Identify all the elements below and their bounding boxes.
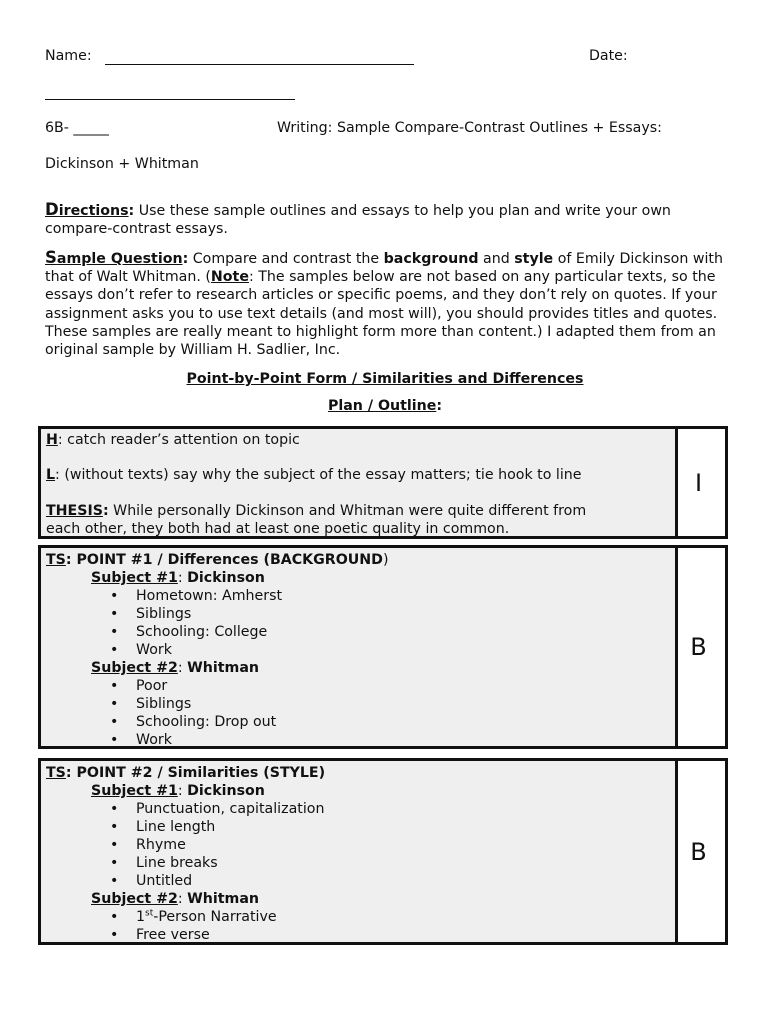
- note-label: Note: [210, 269, 249, 286]
- list-item: • 1st-Person Narrative: [136, 908, 277, 926]
- lead-line: L: (without texts) say why the subject of the essay matters; tie hook to line: [46, 467, 582, 483]
- list-item: • Rhyme: [136, 836, 186, 854]
- body2-content-cell: [41, 761, 678, 942]
- list-item: • Punctuation, capitalization: [136, 800, 324, 818]
- form-heading: Point-by-Point Form / Similarities and Differences: [186, 371, 584, 387]
- list-item: • Work: [136, 641, 172, 659]
- list-item: • Line breaks: [136, 854, 218, 872]
- class-blank: _____: [73, 120, 109, 136]
- body1-subject1-heading: Subject #1: Dickinson: [91, 570, 265, 586]
- list-item: • Siblings: [136, 605, 191, 623]
- sample-question-paragraph: Sample Question: Compare and contrast the background and style of Emily Dickinson with that of Walt Whitman. (Note: The samples below are not based on any particular texts, so the essays don’t refer to research articles or specific poems, and they don’t rely on quotes. If your assignment asks you to use text details (and most will), you should provides titles and quotes. These samples are really meant to highlight form more than content.) I adapted them from an original sample by William H. Sadlier, Inc.: [45, 248, 723, 359]
- intro-marker: I: [694, 468, 703, 497]
- note-text: : The samples below are not based on any particular texts, so the essays don’t refer to research articles or specific poems, and they don’t rely on quotes. If your assignment asks you to use text details (and most will), you should provides titles and quotes. These samples are really meant to highlight form more than content.) I adapted them from an original sample by William H. Sadlier, Inc.: [45, 269, 718, 359]
- class-label-text: 6B-: [45, 120, 69, 136]
- list-item: • Line length: [136, 818, 215, 836]
- intro-outline-box: [38, 426, 728, 539]
- body1-topic-sentence: TS: POINT #1 / Differences (BACKGROUND): [46, 552, 389, 568]
- list-item: • Work: [136, 731, 172, 749]
- list-item: • Siblings: [136, 695, 191, 713]
- body2-subject2-heading: Subject #2: Whitman: [91, 891, 260, 907]
- body2-subject1-heading: Subject #1: Dickinson: [91, 783, 265, 799]
- class-label: [45, 120, 109, 136]
- body2-marker: B: [690, 837, 707, 866]
- document-title: Writing: Sample Compare-Contrast Outlines + Essays:: [277, 120, 662, 136]
- directions-paragraph: [45, 201, 735, 238]
- body1-marker: B: [690, 633, 707, 661]
- body1-subject2-heading: Subject #2: Whitman: [91, 660, 260, 676]
- body2-topic-sentence: TS: POINT #2 / Similarities (STYLE): [46, 765, 326, 781]
- sample-question-label: Sample Question: [45, 248, 183, 267]
- date-label: Date:: [589, 48, 628, 64]
- name-blank-line[interactable]: [105, 64, 414, 65]
- directions-colon: :: [128, 203, 135, 219]
- list-item: • Hometown: Amherst: [136, 587, 282, 605]
- background-keyword: background: [383, 251, 479, 267]
- style-keyword: style: [514, 251, 554, 267]
- name-label: Name:: [45, 48, 92, 64]
- list-item: • Free verse: [136, 926, 210, 944]
- body1-outline-box: [38, 545, 728, 749]
- sample-question-colon: :: [182, 251, 189, 267]
- directions-label: Directions: [45, 200, 129, 219]
- intro-content-cell: [41, 429, 678, 536]
- list-item: • Untitled: [136, 872, 192, 890]
- date-blank-line[interactable]: [45, 99, 295, 100]
- thesis-line-1: THESIS: While personally Dickinson and Whitman were quite different from: [46, 503, 587, 519]
- list-item: • Poor: [136, 677, 167, 695]
- thesis-line-2: each other, they both had at least one poetic quality in common.: [46, 521, 510, 537]
- body2-outline-box: [38, 758, 728, 945]
- body1-content-cell: [41, 548, 678, 746]
- list-item: • Schooling: College: [136, 623, 267, 641]
- plan-heading: Plan / Outline:: [327, 398, 443, 414]
- hook-line: H: catch reader’s attention on topic: [46, 432, 300, 448]
- directions-text: Use these sample outlines and essays to help you plan and write your own compare-contrast essays.: [45, 203, 671, 238]
- document-subtitle: Dickinson + Whitman: [45, 156, 199, 172]
- list-item: • Schooling: Drop out: [136, 713, 276, 731]
